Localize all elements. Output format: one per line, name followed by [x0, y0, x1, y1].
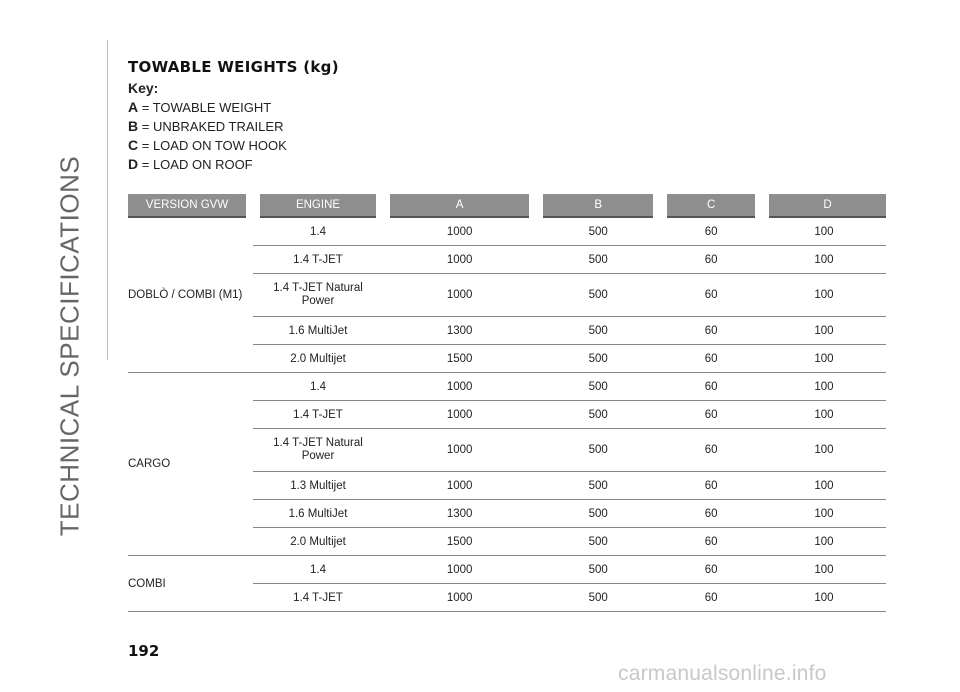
header-engine: ENGINE [253, 194, 383, 217]
value-c-cell: 60 [660, 373, 762, 401]
value-c-cell: 60 [660, 317, 762, 345]
value-a-cell: 1000 [383, 373, 536, 401]
value-d-cell: 100 [762, 556, 886, 584]
key-letter: A [128, 99, 139, 115]
value-a-cell: 1300 [383, 500, 536, 528]
key-letter: C [128, 137, 139, 153]
engine-cell: 2.0 Multijet [253, 528, 383, 556]
key-item-b [128, 117, 886, 136]
table-row [128, 556, 886, 584]
value-d-cell: 100 [762, 401, 886, 429]
value-c-cell: 60 [660, 528, 762, 556]
key-letter: D [128, 156, 139, 172]
value-c-cell: 60 [660, 429, 762, 472]
value-a-cell: 1000 [383, 274, 536, 317]
key-item-c [128, 136, 886, 155]
value-b-cell: 500 [536, 217, 660, 246]
value-b-cell: 500 [536, 345, 660, 373]
value-b-cell: 500 [536, 500, 660, 528]
engine-cell: 1.6 MultiJet [253, 500, 383, 528]
engine-cell: 1.6 MultiJet [253, 317, 383, 345]
key-item-a [128, 98, 886, 117]
header-a: A [383, 194, 536, 217]
section-side-label: TECHNICAL SPECIFICATIONS [54, 155, 85, 537]
value-b-cell: 500 [536, 429, 660, 472]
page-content [128, 58, 886, 612]
value-a-cell: 1000 [383, 584, 536, 612]
value-d-cell: 100 [762, 500, 886, 528]
value-c-cell: 60 [660, 217, 762, 246]
key-text: = LOAD ON TOW HOOK [138, 138, 287, 153]
header-c: C [660, 194, 762, 217]
key-text: = UNBRAKED TRAILER [138, 119, 284, 134]
key-letter: B [128, 118, 139, 134]
value-a-cell: 1000 [383, 217, 536, 246]
value-b-cell: 500 [536, 317, 660, 345]
value-b-cell: 500 [536, 472, 660, 500]
value-d-cell: 100 [762, 429, 886, 472]
value-a-cell: 1500 [383, 345, 536, 373]
value-c-cell: 60 [660, 500, 762, 528]
version-cell: CARGO [128, 373, 253, 556]
engine-cell: 2.0 Multijet [253, 345, 383, 373]
engine-cell: 1.4 T-JET [253, 246, 383, 274]
value-d-cell: 100 [762, 217, 886, 246]
engine-cell: 1.4 T-JET [253, 584, 383, 612]
value-b-cell: 500 [536, 274, 660, 317]
value-b-cell: 500 [536, 246, 660, 274]
value-d-cell: 100 [762, 373, 886, 401]
watermark: carmanualsonline.info [618, 662, 827, 685]
value-b-cell: 500 [536, 528, 660, 556]
engine-cell: 1.4 T-JET Natural Power [253, 429, 383, 472]
value-c-cell: 60 [660, 584, 762, 612]
engine-cell: 1.3 Multijet [253, 472, 383, 500]
engine-cell: 1.4 [253, 556, 383, 584]
value-d-cell: 100 [762, 317, 886, 345]
value-c-cell: 60 [660, 401, 762, 429]
key-text: = TOWABLE WEIGHT [138, 100, 272, 115]
value-a-cell: 1500 [383, 528, 536, 556]
value-c-cell: 60 [660, 556, 762, 584]
version-cell: COMBI [128, 556, 253, 612]
table-header-row [128, 194, 886, 217]
value-d-cell: 100 [762, 345, 886, 373]
header-version: VERSION GVW [128, 194, 253, 217]
value-d-cell: 100 [762, 472, 886, 500]
section-title: TOWABLE WEIGHTS (kg) [128, 58, 339, 76]
value-d-cell: 100 [762, 246, 886, 274]
version-cell: DOBLÒ / COMBI (M1) [128, 217, 253, 373]
towable-weights-table [128, 194, 886, 612]
value-b-cell: 500 [536, 556, 660, 584]
engine-cell: 1.4 T-JET [253, 401, 383, 429]
value-b-cell: 500 [536, 584, 660, 612]
key-list [128, 98, 886, 174]
key-text: = LOAD ON ROOF [138, 157, 253, 172]
page-number: 192 [128, 642, 160, 660]
value-a-cell: 1000 [383, 246, 536, 274]
key-item-d [128, 155, 886, 174]
header-b: B [536, 194, 660, 217]
value-a-cell: 1000 [383, 429, 536, 472]
header-d: D [762, 194, 886, 217]
value-d-cell: 100 [762, 528, 886, 556]
value-c-cell: 60 [660, 345, 762, 373]
value-c-cell: 60 [660, 472, 762, 500]
value-c-cell: 60 [660, 274, 762, 317]
key-heading: Key: [128, 80, 159, 96]
table-row [128, 373, 886, 401]
side-divider [107, 40, 108, 360]
engine-cell: 1.4 [253, 217, 383, 246]
value-a-cell: 1300 [383, 317, 536, 345]
engine-cell: 1.4 [253, 373, 383, 401]
value-a-cell: 1000 [383, 556, 536, 584]
value-c-cell: 60 [660, 246, 762, 274]
table-row [128, 217, 886, 246]
engine-cell: 1.4 T-JET Natural Power [253, 274, 383, 317]
value-d-cell: 100 [762, 584, 886, 612]
value-d-cell: 100 [762, 274, 886, 317]
value-a-cell: 1000 [383, 401, 536, 429]
value-b-cell: 500 [536, 401, 660, 429]
value-b-cell: 500 [536, 373, 660, 401]
value-a-cell: 1000 [383, 472, 536, 500]
